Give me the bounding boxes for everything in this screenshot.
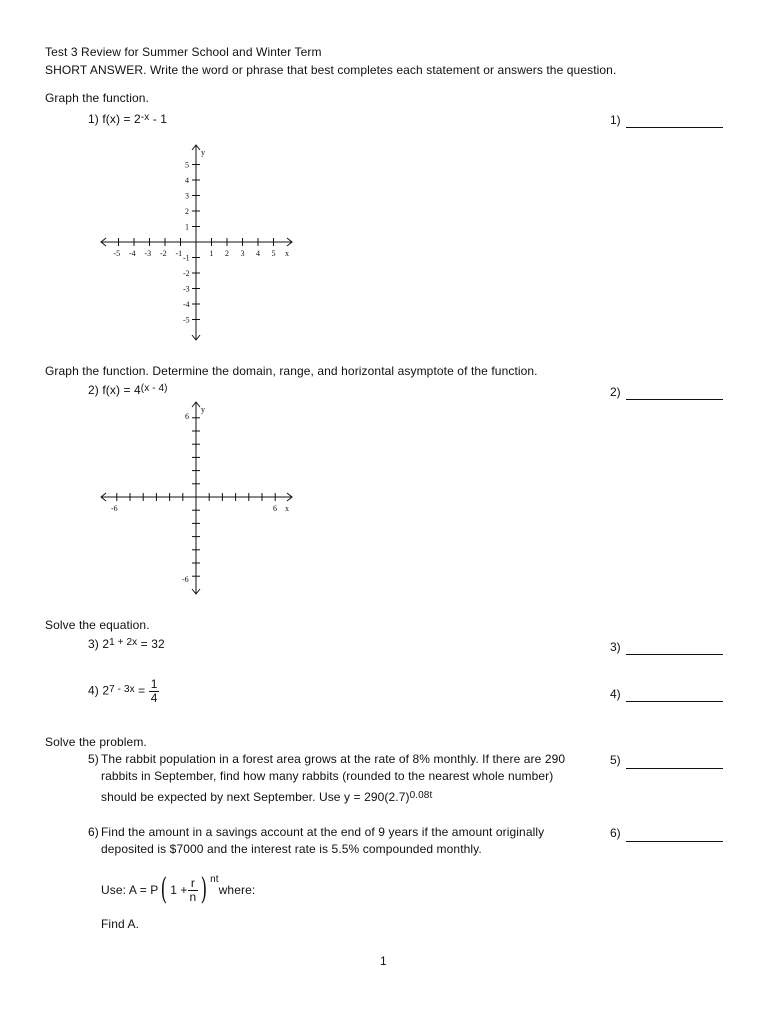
section-heading-solve-problem: Solve the problem. xyxy=(45,735,147,749)
graph-2-x-min-label: -6 xyxy=(111,504,118,513)
answer-number-4: 4) xyxy=(610,687,621,701)
problem-6-formula xyxy=(101,870,255,910)
problem-2-exponent: (x - 4) xyxy=(140,383,168,394)
problem-6-where: where: xyxy=(218,883,256,897)
problem-5-line-3 xyxy=(101,790,432,804)
y-tick-label: -1 xyxy=(183,253,190,263)
problem-4 xyxy=(88,678,159,705)
problem-1 xyxy=(88,112,167,126)
x-tick-label: -2 xyxy=(160,249,167,258)
fraction-denominator: n xyxy=(189,889,197,904)
problem-number: 1) xyxy=(88,112,99,126)
y-tick-label: 5 xyxy=(185,160,189,170)
page-number: 1 xyxy=(380,954,387,968)
graph-2-x-label: x xyxy=(285,504,289,513)
answer-blank-1[interactable] xyxy=(626,127,723,128)
problem-1-prefix: f(x) = 2 xyxy=(102,112,141,126)
problem-3-rhs: = 32 xyxy=(137,637,165,651)
fraction-numerator: 1 xyxy=(150,677,158,691)
problem-number: 2) xyxy=(88,383,99,397)
answer-blank-4[interactable] xyxy=(626,701,723,702)
x-tick-label: -5 xyxy=(113,249,121,258)
problem-number: 4) xyxy=(88,683,99,698)
problem-4-base: 2 xyxy=(102,683,110,698)
problem-6-find: Find A. xyxy=(101,917,140,931)
problem-5-line-1: The rabbit population in a forest area grows at the rate of 8% monthly. If there are 290 xyxy=(101,752,566,766)
x-tick-label: 1 xyxy=(209,249,214,258)
answer-number-5: 5) xyxy=(610,753,621,767)
problem-4-exponent: 7 - 3x xyxy=(109,683,135,695)
coordinate-grid-1 xyxy=(95,140,300,345)
fraction-denominator: 4 xyxy=(150,691,158,705)
problem-4-equals: = xyxy=(134,683,149,698)
problem-6-number: 6) xyxy=(88,825,99,839)
problem-5-exponent: 0.08t xyxy=(409,790,433,801)
graph-2-x-max-label: 6 xyxy=(273,504,277,513)
problem-6-one-plus: 1 + xyxy=(170,883,188,897)
y-tick-label: 3 xyxy=(185,191,189,201)
graph-1-y-label: y xyxy=(201,148,205,157)
y-tick-label: -2 xyxy=(183,269,190,278)
x-tick-label: 2 xyxy=(225,249,229,258)
answer-number-1: 1) xyxy=(610,113,621,127)
section-heading-solve-equation: Solve the equation. xyxy=(45,618,150,632)
problem-3 xyxy=(88,637,165,651)
y-tick-label: 1 xyxy=(185,222,189,232)
section-heading-graph-domain: Graph the function. Determine the domain, range, and horizontal asymptote of the function. xyxy=(45,364,538,378)
graph-2-y-label: y xyxy=(201,405,205,414)
section-heading-graph: Graph the function. xyxy=(45,91,149,105)
y-tick-label: 2 xyxy=(185,207,189,216)
answer-blank-2[interactable] xyxy=(626,399,723,400)
y-tick-label: -5 xyxy=(183,315,190,325)
problem-5-line-2: rabbits in September, find how many rabbits (rounded to the nearest whole number) xyxy=(101,769,554,783)
answer-blank-5[interactable] xyxy=(626,768,723,769)
problem-3-exponent: 1 + 2x xyxy=(109,637,138,648)
problem-6-use: Use: A = P xyxy=(101,883,159,897)
graph-2-y-min-label: -6 xyxy=(182,575,189,584)
fraction-numerator: r xyxy=(188,877,199,891)
problem-1-exponent: -x xyxy=(140,112,150,123)
problem-6-line-1: Find the amount in a savings account at the end of 9 years if the amount originally xyxy=(101,825,545,839)
problem-2-prefix: f(x) = 4 xyxy=(102,383,141,397)
coordinate-grid-2 xyxy=(95,398,300,598)
x-tick-label: -3 xyxy=(144,249,152,258)
y-tick-label: -3 xyxy=(183,284,190,294)
problem-2 xyxy=(88,383,168,397)
x-tick-label: 5 xyxy=(271,249,276,258)
problem-5-number: 5) xyxy=(88,752,99,766)
y-tick-label: 4 xyxy=(185,176,189,185)
y-tick-label: -4 xyxy=(183,300,190,309)
x-tick-label: -1 xyxy=(175,249,183,258)
problem-1-suffix: - 1 xyxy=(149,112,168,126)
problem-number: 3) xyxy=(88,637,99,651)
document-title: Test 3 Review for Summer School and Winter Term xyxy=(45,45,322,59)
answer-number-3: 3) xyxy=(610,640,621,654)
graph-1-x-label: x xyxy=(285,249,289,258)
graph-2-y-max-label: 6 xyxy=(185,412,189,421)
problem-3-base: 2 xyxy=(102,637,110,651)
instructions: SHORT ANSWER. Write the word or phrase that best completes each statement or answers the question. xyxy=(45,63,617,77)
x-tick-label: 3 xyxy=(240,249,245,258)
answer-blank-3[interactable] xyxy=(626,654,723,655)
left-paren-glyph: ( xyxy=(161,872,168,907)
problem-6-fraction xyxy=(188,877,199,904)
x-tick-label: 4 xyxy=(256,249,260,258)
answer-blank-6[interactable] xyxy=(626,841,723,842)
problem-5-formula: should be expected by next September. Use y = 290(2.7) xyxy=(101,790,410,804)
problem-6-line-2: deposited is $7000 and the interest rate is 5.5% compounded monthly. xyxy=(101,842,482,856)
answer-number-6: 6) xyxy=(610,826,621,840)
problem-6-exponent: nt xyxy=(210,873,219,885)
answer-number-2: 2) xyxy=(610,385,621,399)
right-paren-glyph: ) xyxy=(200,872,208,907)
x-tick-label: -4 xyxy=(129,249,136,258)
problem-4-fraction xyxy=(149,678,160,705)
